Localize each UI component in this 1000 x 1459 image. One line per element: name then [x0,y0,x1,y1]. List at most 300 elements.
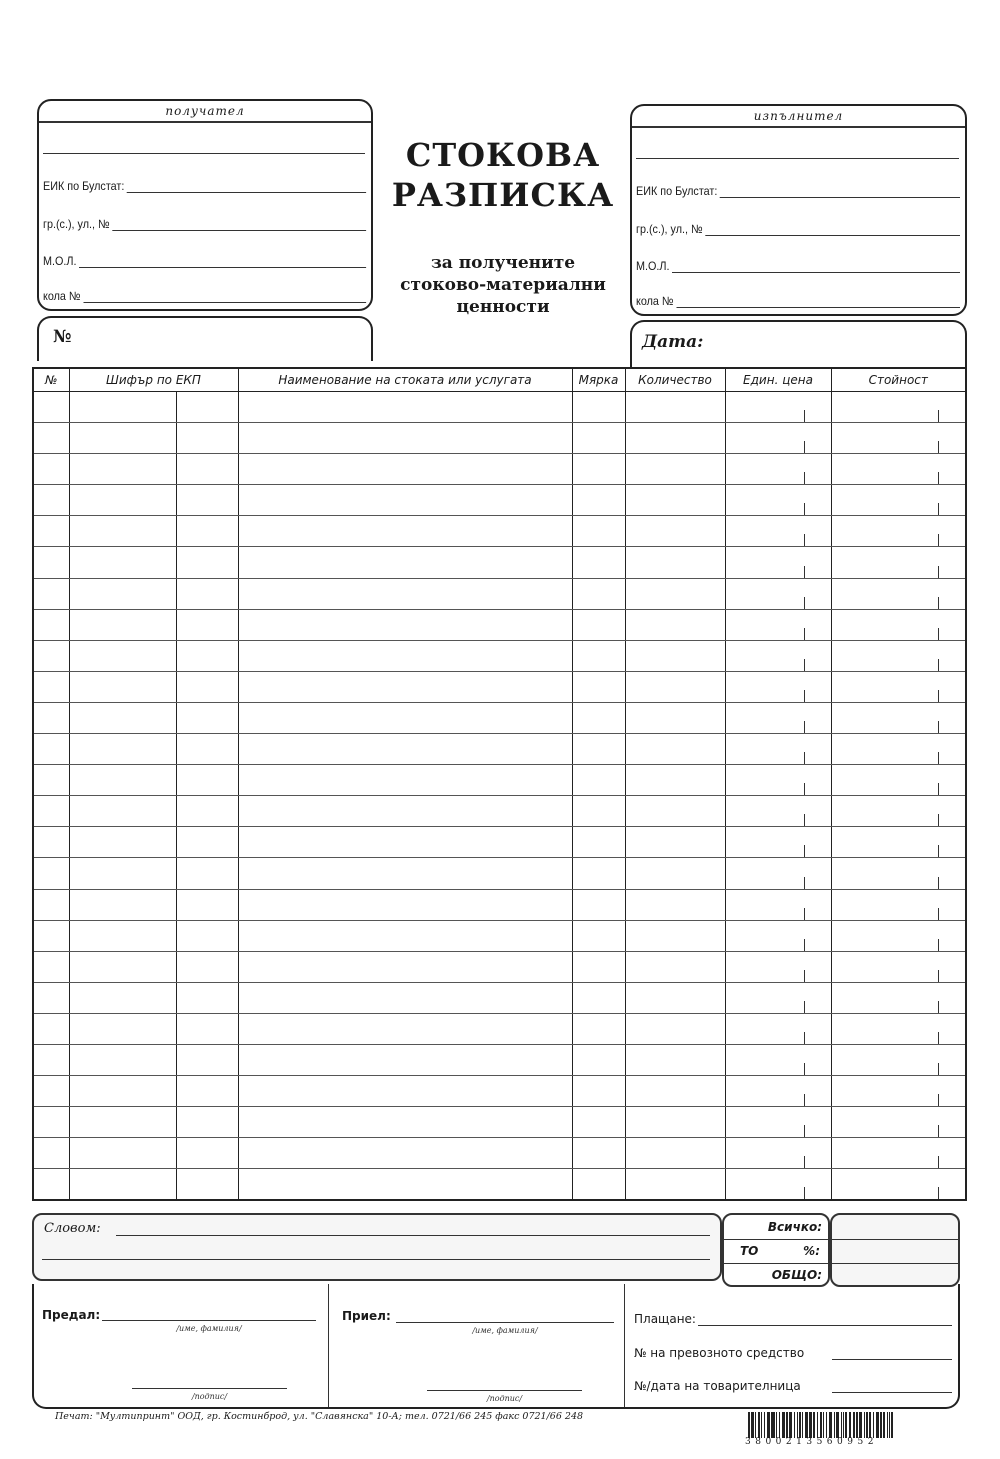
performer-address-label: гр.(с.), ул., № [636,222,703,236]
col-header-ekp-code: Шифър по ЕКП [69,368,238,392]
barcode-bar [776,1412,777,1438]
cell-unit[interactable] [572,827,625,858]
cell-item-name[interactable] [238,858,572,889]
barcode-bar [891,1412,893,1438]
cell-item-name[interactable] [238,640,572,671]
cell-ekp-code-a[interactable] [69,1013,176,1044]
cell-value[interactable] [831,671,966,702]
barcode-bar [786,1412,788,1438]
performer-car-field[interactable] [636,294,960,308]
barcode-bar [841,1412,842,1438]
cell-ekp-code-a[interactable] [69,1076,176,1107]
cell-quantity[interactable] [625,827,725,858]
cell-number[interactable] [33,982,69,1013]
cell-ekp-code-b[interactable] [176,982,238,1013]
cell-ekp-code-b[interactable] [176,485,238,516]
cell-unit[interactable] [572,765,625,796]
payment-field[interactable] [698,1325,952,1326]
cell-ekp-code-a[interactable] [69,920,176,951]
cell-unit[interactable] [572,1013,625,1044]
table-header-row [33,368,966,392]
cell-value[interactable] [831,485,966,516]
cell-item-name[interactable] [238,423,572,454]
cell-number[interactable] [33,485,69,516]
performer-mol-field[interactable] [636,259,960,273]
cell-unit[interactable] [572,920,625,951]
cell-item-name[interactable] [238,578,572,609]
cell-unit-price[interactable] [725,578,831,609]
recipient-car-label: кола № [43,289,81,303]
cell-unit-price[interactable] [725,485,831,516]
amount-in-words-line-1[interactable] [116,1235,710,1236]
cell-ekp-code-b[interactable] [176,1013,238,1044]
barcode-bar [805,1412,808,1438]
totals-labels-box [722,1213,830,1287]
cell-ekp-code-a[interactable] [69,734,176,765]
cell-item-name[interactable] [238,951,572,982]
cell-value[interactable] [831,454,966,485]
cell-unit[interactable] [572,485,625,516]
cell-quantity[interactable] [625,640,725,671]
cell-quantity[interactable] [625,454,725,485]
cell-value[interactable] [831,547,966,578]
cell-quantity[interactable] [625,516,725,547]
cell-unit-price[interactable] [725,1169,831,1201]
cell-unit-price[interactable] [725,734,831,765]
cell-unit[interactable] [572,609,625,640]
cell-item-name[interactable] [238,454,572,485]
cell-item-name[interactable] [238,982,572,1013]
cell-quantity[interactable] [625,1044,725,1075]
cell-unit[interactable] [572,1107,625,1138]
cell-ekp-code-b[interactable] [176,827,238,858]
barcode-bar [748,1412,750,1438]
signature-divider-2 [624,1284,625,1407]
cell-ekp-code-b[interactable] [176,547,238,578]
cell-number[interactable] [33,640,69,671]
cell-value[interactable] [831,765,966,796]
cell-ekp-code-a[interactable] [69,1138,176,1169]
barcode-bar [782,1412,785,1438]
cell-item-name[interactable] [238,392,572,423]
cell-value[interactable] [831,982,966,1013]
received-signature-hint: /подпис/ [486,1394,523,1403]
cell-value[interactable] [831,827,966,858]
cell-number[interactable] [33,578,69,609]
cell-ekp-code-a[interactable] [69,547,176,578]
cell-quantity[interactable] [625,423,725,454]
cell-quantity[interactable] [625,392,725,423]
cell-item-name[interactable] [238,671,572,702]
cell-ekp-code-a[interactable] [69,889,176,920]
cell-number[interactable] [33,609,69,640]
cell-value[interactable] [831,920,966,951]
amount-in-words-box [32,1213,722,1281]
cell-ekp-code-b[interactable] [176,858,238,889]
cell-number[interactable] [33,392,69,423]
cell-unit[interactable] [572,454,625,485]
cell-value[interactable] [831,609,966,640]
cell-ekp-code-b[interactable] [176,889,238,920]
cell-item-name[interactable] [238,1044,572,1075]
decimal-separator-tick [938,441,939,453]
cell-quantity[interactable] [625,671,725,702]
cell-value[interactable] [831,1169,966,1201]
cell-value[interactable] [831,734,966,765]
cell-ekp-code-a[interactable] [69,1044,176,1075]
subtitle-line-2: стоково-материални [400,275,606,295]
cell-ekp-code-b[interactable] [176,392,238,423]
cell-item-name[interactable] [238,1107,572,1138]
cell-quantity[interactable] [625,1107,725,1138]
cell-number[interactable] [33,951,69,982]
cell-value[interactable] [831,1076,966,1107]
cell-unit[interactable] [572,1169,625,1201]
cell-item-name[interactable] [238,889,572,920]
cell-item-name[interactable] [238,1076,572,1107]
cell-value[interactable] [831,1107,966,1138]
cell-value[interactable] [831,640,966,671]
to-label: ТО [740,1244,759,1258]
cell-ekp-code-b[interactable] [176,920,238,951]
recipient-address-field[interactable] [43,217,366,231]
cell-ekp-code-b[interactable] [176,1169,238,1201]
cell-ekp-code-a[interactable] [69,1107,176,1138]
cell-quantity[interactable] [625,1013,725,1044]
cell-value[interactable] [831,951,966,982]
cell-unit-price[interactable] [725,982,831,1013]
table-row [33,827,966,858]
cell-unit-price[interactable] [725,1107,831,1138]
barcode-bar [764,1412,766,1438]
cell-value[interactable] [831,516,966,547]
table-row [33,609,966,640]
cell-ekp-code-b[interactable] [176,671,238,702]
decimal-separator-tick [938,1032,939,1044]
cell-item-name[interactable] [238,1138,572,1169]
cell-number[interactable] [33,1107,69,1138]
cell-number[interactable] [33,1169,69,1201]
cell-quantity[interactable] [625,702,725,733]
cell-ekp-code-a[interactable] [69,392,176,423]
table-row [33,423,966,454]
cell-item-name[interactable] [238,485,572,516]
cell-number[interactable] [33,547,69,578]
barcode-bar [817,1412,819,1438]
cell-quantity[interactable] [625,1076,725,1107]
decimal-separator-tick [804,1063,805,1075]
cell-quantity[interactable] [625,920,725,951]
items-table [32,367,967,1201]
cell-item-name[interactable] [238,734,572,765]
received-name-field[interactable] [396,1322,614,1323]
decimal-separator-tick [804,939,805,951]
table-row [33,671,966,702]
cell-number[interactable] [33,765,69,796]
cell-ekp-code-a[interactable] [69,423,176,454]
cell-ekp-code-a[interactable] [69,1169,176,1201]
cell-unit-price[interactable] [725,1013,831,1044]
barcode-bar [880,1412,882,1438]
performer-eik-field[interactable] [636,184,960,198]
performer-address-field[interactable] [636,222,960,236]
cell-quantity[interactable] [625,951,725,982]
cell-value[interactable] [831,1013,966,1044]
cell-unit-price[interactable] [725,640,831,671]
cell-item-name[interactable] [238,1169,572,1201]
cell-quantity[interactable] [625,982,725,1013]
col-header-item-name: Наименование на стоката или услугата [238,368,572,392]
cell-unit[interactable] [572,889,625,920]
col-header-value: Стойност [831,368,966,392]
cell-ekp-code-b[interactable] [176,1138,238,1169]
cell-item-name[interactable] [238,920,572,951]
table-row [33,1044,966,1075]
decimal-separator-tick [938,566,939,578]
cell-ekp-code-b[interactable] [176,609,238,640]
recipient-car-field[interactable] [43,289,366,303]
recipient-address-label: гр.(с.), ул., № [43,217,110,231]
decimal-separator-tick [938,783,939,795]
cell-ekp-code-a[interactable] [69,454,176,485]
table-row [33,951,966,982]
decimal-separator-tick [938,1063,939,1075]
cell-unit-price[interactable] [725,1044,831,1075]
waybill-label: №/дата на товарителница [634,1379,801,1393]
cell-quantity[interactable] [625,609,725,640]
cell-unit[interactable] [572,1044,625,1075]
received-label: Приел: [342,1309,391,1323]
cell-quantity[interactable] [625,1169,725,1201]
cell-ekp-code-b[interactable] [176,1044,238,1075]
cell-ekp-code-b[interactable] [176,454,238,485]
cell-item-name[interactable] [238,609,572,640]
cell-ekp-code-b[interactable] [176,734,238,765]
barcode [748,1412,920,1438]
percent-label: %: [803,1244,820,1258]
title-line-1: СТОКОВА [405,136,601,174]
cell-number[interactable] [33,734,69,765]
cell-item-name[interactable] [238,827,572,858]
cell-ekp-code-a[interactable] [69,485,176,516]
cell-ekp-code-b[interactable] [176,796,238,827]
recipient-name-field[interactable] [43,153,365,154]
cell-ekp-code-a[interactable] [69,951,176,982]
cell-unit-price[interactable] [725,547,831,578]
total-value[interactable] [832,1215,958,1240]
cell-ekp-code-a[interactable] [69,516,176,547]
cell-ekp-code-b[interactable] [176,1107,238,1138]
cell-unit-price[interactable] [725,392,831,423]
decimal-separator-tick [938,472,939,484]
table-row [33,454,966,485]
cell-unit-price[interactable] [725,671,831,702]
subtitle-line-3: ценности [456,297,550,317]
cell-ekp-code-a[interactable] [69,858,176,889]
cell-ekp-code-b[interactable] [176,951,238,982]
cell-quantity[interactable] [625,485,725,516]
cell-unit-price[interactable] [725,765,831,796]
cell-unit[interactable] [572,516,625,547]
cell-unit[interactable] [572,982,625,1013]
cell-quantity[interactable] [625,858,725,889]
cell-value[interactable] [831,858,966,889]
date-box[interactable] [630,320,967,367]
cell-ekp-code-a[interactable] [69,796,176,827]
cell-item-name[interactable] [238,765,572,796]
cell-unit-price[interactable] [725,1076,831,1107]
cell-number[interactable] [33,827,69,858]
cell-unit[interactable] [572,547,625,578]
cell-ekp-code-b[interactable] [176,423,238,454]
cell-ekp-code-a[interactable] [69,982,176,1013]
barcode-bar [843,1412,844,1438]
document-number-box[interactable] [37,316,373,361]
vat-value[interactable] [832,1239,958,1264]
barcode-bar [771,1412,775,1438]
cell-ekp-code-a[interactable] [69,609,176,640]
barcode-bar [797,1412,798,1438]
decimal-separator-tick [804,597,805,609]
cell-quantity[interactable] [625,547,725,578]
cell-value[interactable] [831,796,966,827]
cell-quantity[interactable] [625,1138,725,1169]
cell-ekp-code-a[interactable] [69,827,176,858]
cell-ekp-code-a[interactable] [69,671,176,702]
vehicle-number-field[interactable] [832,1359,952,1360]
cell-quantity[interactable] [625,765,725,796]
decimal-separator-tick [938,721,939,733]
cell-unit-price[interactable] [725,796,831,827]
cell-unit-price[interactable] [725,951,831,982]
cell-unit-price[interactable] [725,423,831,454]
cell-unit-price[interactable] [725,702,831,733]
recipient-mol-field[interactable] [43,254,366,268]
performer-name-field[interactable] [636,158,959,159]
cell-number[interactable] [33,1013,69,1044]
cell-ekp-code-b[interactable] [176,765,238,796]
cell-unit-price[interactable] [725,920,831,951]
cell-ekp-code-b[interactable] [176,578,238,609]
cell-unit-price[interactable] [725,1138,831,1169]
cell-unit-price[interactable] [725,516,831,547]
cell-ekp-code-a[interactable] [69,702,176,733]
cell-ekp-code-a[interactable] [69,640,176,671]
cell-quantity[interactable] [625,796,725,827]
cell-unit[interactable] [572,423,625,454]
table-row [33,765,966,796]
cell-number[interactable] [33,702,69,733]
table-row [33,578,966,609]
cell-unit[interactable] [572,702,625,733]
performer-box [630,104,967,316]
cell-unit-price[interactable] [725,827,831,858]
barcode-bar [887,1412,888,1438]
cell-ekp-code-b[interactable] [176,640,238,671]
cell-ekp-code-a[interactable] [69,765,176,796]
cell-quantity[interactable] [625,578,725,609]
cell-number[interactable] [33,516,69,547]
cell-item-name[interactable] [238,796,572,827]
decimal-separator-tick [938,659,939,671]
cell-quantity[interactable] [625,889,725,920]
cell-unit-price[interactable] [725,609,831,640]
recipient-eik-label: ЕИК по Булстат: [43,179,125,193]
cell-unit[interactable] [572,796,625,827]
barcode-bar [829,1412,833,1438]
cell-unit[interactable] [572,1138,625,1169]
cell-unit-price[interactable] [725,889,831,920]
decimal-separator-tick [938,628,939,640]
amount-in-words-line-2[interactable] [42,1259,710,1260]
decimal-separator-tick [804,628,805,640]
barcode-bar [866,1412,868,1438]
cell-unit-price[interactable] [725,858,831,889]
cell-item-name[interactable] [238,702,572,733]
cell-number[interactable] [33,454,69,485]
cell-value[interactable] [831,578,966,609]
cell-unit[interactable] [572,640,625,671]
cell-ekp-code-b[interactable] [176,516,238,547]
cell-number[interactable] [33,671,69,702]
amount-in-words-label: Словом: [44,1221,101,1236]
cell-ekp-code-a[interactable] [69,578,176,609]
cell-number[interactable] [33,1044,69,1075]
handed-over-name-field[interactable] [102,1320,316,1321]
decimal-separator-tick [804,1187,805,1199]
cell-unit[interactable] [572,392,625,423]
received-signature-field[interactable] [427,1390,582,1391]
cell-value[interactable] [831,423,966,454]
decimal-separator-tick [938,908,939,920]
cell-unit[interactable] [572,671,625,702]
cell-value[interactable] [831,1138,966,1169]
cell-value[interactable] [831,889,966,920]
cell-unit[interactable] [572,858,625,889]
decimal-separator-tick [804,1156,805,1168]
recipient-heading: получател [39,101,371,123]
cell-value[interactable] [831,702,966,733]
cell-number[interactable] [33,796,69,827]
cell-item-name[interactable] [238,547,572,578]
decimal-separator-tick [804,472,805,484]
cell-number[interactable] [33,1138,69,1169]
cell-number[interactable] [33,1076,69,1107]
cell-item-name[interactable] [238,516,572,547]
cell-unit-price[interactable] [725,454,831,485]
cell-number[interactable] [33,423,69,454]
recipient-eik-field[interactable] [43,179,366,193]
cell-unit[interactable] [572,734,625,765]
cell-quantity[interactable] [625,734,725,765]
cell-unit[interactable] [572,951,625,982]
barcode-bar [813,1412,815,1438]
cell-unit[interactable] [572,578,625,609]
cell-value[interactable] [831,392,966,423]
cell-unit[interactable] [572,1076,625,1107]
cell-value[interactable] [831,1044,966,1075]
recipient-mol-label: М.О.Л. [43,254,77,268]
cell-item-name[interactable] [238,1013,572,1044]
cell-number[interactable] [33,889,69,920]
cell-number[interactable] [33,858,69,889]
cell-number[interactable] [33,920,69,951]
cell-ekp-code-b[interactable] [176,702,238,733]
handed-over-signature-field[interactable] [132,1388,287,1389]
cell-ekp-code-b[interactable] [176,1076,238,1107]
decimal-separator-tick [804,659,805,671]
waybill-field[interactable] [832,1392,952,1393]
